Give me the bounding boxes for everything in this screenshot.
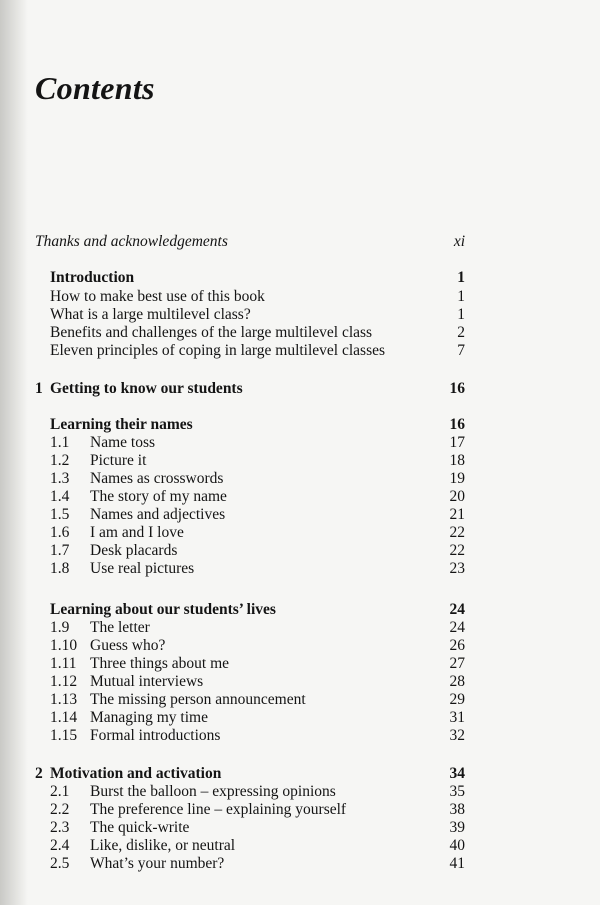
entry-text: What’s your number? — [90, 855, 225, 872]
entry-page: 31 — [449, 709, 465, 726]
entry-page: 21 — [449, 506, 465, 523]
entry-text: The missing person announcement — [90, 691, 306, 708]
toc-section-heading — [35, 601, 465, 619]
entry-text: Thanks and acknowledgements — [35, 233, 228, 250]
entry-text: Introduction — [50, 269, 135, 286]
entry-page: 35 — [449, 783, 465, 800]
entry-text: Name toss — [90, 434, 156, 451]
entry-page: 39 — [449, 819, 465, 836]
entry-number: 2.3 — [50, 819, 70, 836]
entry-number: 2.2 — [50, 801, 70, 818]
entry-number: 1.1 — [50, 434, 70, 451]
entry-number: 1.6 — [50, 524, 70, 541]
toc-entry — [35, 324, 465, 342]
toc-chapter-1 — [35, 380, 465, 398]
entry-page: 19 — [449, 470, 465, 487]
entry-text: Mutual interviews — [90, 673, 204, 690]
toc-entry — [35, 542, 465, 560]
entry-text: The preference line – explaining yourself — [90, 801, 347, 818]
entry-number: 1.3 — [50, 470, 70, 487]
entry-text: Use real pictures — [90, 560, 195, 577]
entry-page: 40 — [449, 837, 465, 854]
entry-number: 1.15 — [50, 727, 78, 744]
toc-entry — [35, 727, 465, 745]
entry-text: Desk placards — [90, 542, 178, 559]
toc-entry — [35, 288, 465, 306]
entry-number: 2.1 — [50, 783, 70, 800]
entry-page: 1 — [457, 288, 465, 305]
entry-page: 22 — [449, 524, 465, 541]
entry-page: 27 — [449, 655, 465, 672]
entry-page: 23 — [449, 560, 465, 577]
entry-text: Eleven principles of coping in large multilevel classes — [50, 342, 386, 359]
toc-entry — [35, 342, 465, 360]
toc-entry — [35, 619, 465, 637]
section-heading: Learning their names — [50, 416, 193, 433]
entry-text: The story of my name — [90, 488, 227, 505]
entry-number: 2.4 — [50, 837, 70, 854]
entry-page: 32 — [449, 727, 465, 744]
toc-entry — [35, 506, 465, 524]
toc-entry — [35, 488, 465, 506]
entry-text: Burst the balloon – expressing opinions — [90, 783, 336, 800]
toc-chapter-2 — [35, 765, 465, 783]
entry-page: 24 — [449, 601, 465, 618]
entry-number: 1.12 — [50, 673, 78, 690]
entry-text: Names and adjectives — [90, 506, 226, 523]
entry-page: 1 — [457, 269, 465, 286]
toc-entry — [35, 306, 465, 324]
chapter-number: 2 — [35, 765, 43, 782]
entry-page: 41 — [449, 855, 465, 872]
entry-text: Three things about me — [90, 655, 230, 672]
entry-page: xi — [453, 233, 465, 250]
toc-entry — [35, 783, 465, 801]
entry-number: 1.14 — [50, 709, 78, 726]
entry-number: 2.5 — [50, 855, 70, 872]
entry-page: 20 — [449, 488, 465, 505]
entry-page: 1 — [457, 306, 465, 323]
entry-text: I am and I love — [90, 524, 184, 541]
toc-entry — [35, 655, 465, 673]
entry-page: 24 — [449, 619, 465, 636]
toc-entry — [35, 637, 465, 655]
entry-page: 29 — [449, 691, 465, 708]
toc-entry — [35, 709, 465, 727]
entry-text: Benefits and challenges of the large multilevel class — [50, 324, 373, 341]
entry-number: 1.5 — [50, 506, 70, 523]
toc-entry — [35, 524, 465, 542]
toc-entry — [35, 673, 465, 691]
entry-text: How to make best use of this book — [50, 288, 265, 305]
toc-entry-thanks — [35, 233, 465, 251]
entry-page: 17 — [449, 434, 465, 451]
entry-number: 1.7 — [50, 542, 70, 559]
entry-number: 1.4 — [50, 488, 70, 505]
entry-page: 38 — [449, 801, 465, 818]
entry-page: 28 — [449, 673, 465, 690]
entry-page: 7 — [457, 342, 465, 359]
entry-number: 1.11 — [50, 655, 77, 672]
entry-page: 34 — [449, 765, 465, 782]
entry-page: 16 — [449, 416, 465, 433]
toc-section-heading — [35, 416, 465, 434]
entry-text: Formal introductions — [90, 727, 221, 744]
chapter-title: Getting to know our students — [50, 380, 243, 397]
entry-page: 16 — [449, 380, 465, 397]
entry-text: Names as crosswords — [90, 470, 224, 487]
entry-text: Picture it — [90, 452, 147, 469]
page-title: Contents — [35, 70, 155, 106]
chapter-title: Motivation and activation — [50, 765, 222, 782]
toc-entry — [35, 691, 465, 709]
entry-text: Managing my time — [90, 709, 208, 726]
entry-number: 1.9 — [50, 619, 70, 636]
page-spine-shadow — [0, 0, 28, 905]
entry-page: 26 — [449, 637, 465, 654]
entry-text: What is a large multilevel class? — [50, 306, 251, 323]
entry-page: 22 — [449, 542, 465, 559]
entry-text: Like, dislike, or neutral — [90, 837, 236, 854]
toc-entry — [35, 452, 465, 470]
toc-entry — [35, 801, 465, 819]
toc-heading-introduction — [35, 269, 465, 287]
toc-entry — [35, 470, 465, 488]
entry-number: 1.10 — [50, 637, 78, 654]
entry-text: The letter — [90, 619, 150, 636]
entry-page: 18 — [449, 452, 465, 469]
section-heading: Learning about our students’ lives — [50, 601, 276, 618]
entry-number: 1.13 — [50, 691, 78, 708]
toc-entry — [35, 560, 465, 578]
toc-entry — [35, 434, 465, 452]
entry-page: 2 — [457, 324, 465, 341]
toc-entry — [35, 819, 465, 837]
toc-entry — [35, 837, 465, 855]
toc-entry — [35, 855, 465, 873]
chapter-number: 1 — [35, 380, 43, 397]
entry-text: The quick-write — [90, 819, 190, 836]
entry-number: 1.2 — [50, 452, 70, 469]
entry-text: Guess who? — [90, 637, 166, 654]
entry-number: 1.8 — [50, 560, 70, 577]
